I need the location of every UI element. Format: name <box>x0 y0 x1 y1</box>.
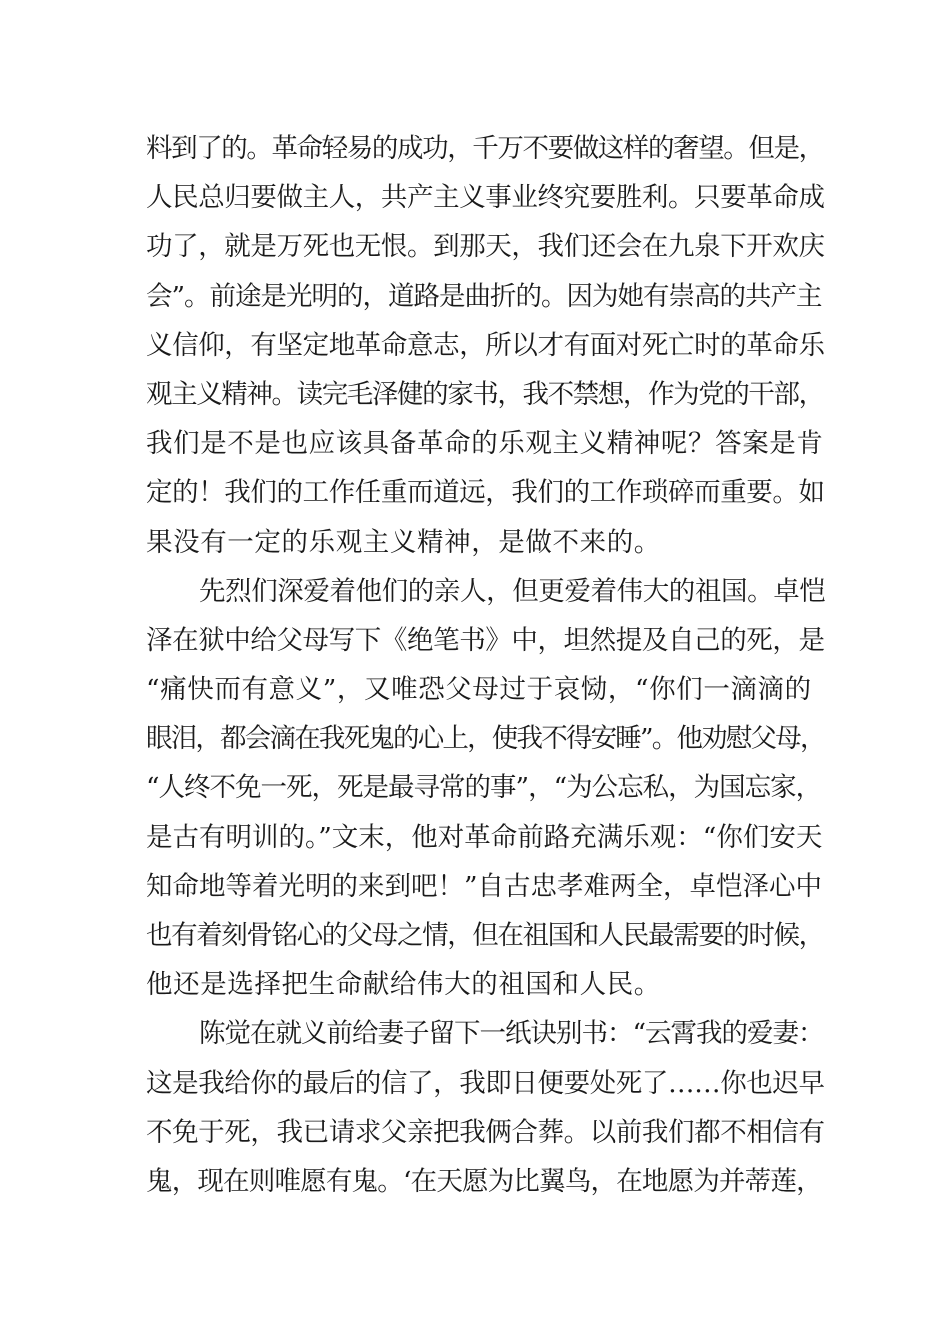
paragraph-3 <box>146 1009 826 1206</box>
paragraph-1 <box>146 124 826 567</box>
text-line: 眼泪，都会滴在我死鬼的心上，使我不得安睡”。他劝慰父母， <box>146 723 825 755</box>
text-line: 知命地等着光明的来到吧！”自古忠孝难两全，卓恺泽心中 <box>146 870 823 902</box>
text-line: 先烈们深爱着他们的亲人，但更爱着伟大的祖国。卓恺 <box>199 575 826 607</box>
text-line: “人终不免一死，死是最寻常的事”，“为公忘私，为国忘家， <box>146 772 822 804</box>
text-line: 料到了的。革命轻易的成功，千万不要做这样的奢望。但是， <box>146 133 824 164</box>
text-line: 功了，就是万死也无恨。到那天，我们还会在九泉下开欢庆 <box>146 231 825 263</box>
text-line: 果没有一定的乐观主义精神，是做不来的。 <box>146 526 661 558</box>
text-line: 是古有明训的。”文末，他对革命前路充满乐观：“你们安天 <box>146 821 823 853</box>
text-line: 鬼，现在则唯愿有鬼。‘在天愿为比翼鸟，在地愿为并蒂莲， <box>146 1165 822 1197</box>
text-line: 这是我给你的最后的信了，我即日便要处死了……你也迟早 <box>146 1067 825 1099</box>
text-line: 不免于死，我已请求父亲把我俩合葬。以前我们都不相信有 <box>146 1116 825 1148</box>
paragraph-2 <box>146 567 826 1010</box>
text-line: 会”。前途是光明的，道路是曲折的。因为她有崇高的共产主 <box>146 280 822 312</box>
text-line: 他还是选择把生命献给伟大的祖国和人民。 <box>146 969 661 1001</box>
text-line: 泽在狱中给父母写下《绝笔书》中，坦然提及自己的死，是 <box>146 624 825 656</box>
text-line: 义信仰，有坚定地革命意志，所以才有面对死亡时的革命乐 <box>146 329 825 361</box>
text-line: 我们是不是也应该具备革命的乐观主义精神呢？答案是肯 <box>146 428 824 460</box>
text-line: 人民总归要做主人，共产主义事业终究要胜利。只要革命成 <box>146 182 825 214</box>
text-line: 也有着刻骨铭心的父母之情，但在祖国和人民最需要的时候， <box>146 920 824 951</box>
text-line: 陈觉在就义前给妻子留下一纸诀别书：“云霄我的爱妻： <box>199 1018 824 1050</box>
text-line: 观主义精神。读完毛泽健的家书，我不禁想，作为党的干部， <box>146 378 824 410</box>
body-text <box>146 124 826 1206</box>
text-line: “痛快而有意义”，又唯恐父母过于哀恸，“你们一滴滴的 <box>146 674 812 706</box>
text-line: 定的！我们的工作任重而道远，我们的工作琐碎而重要。如 <box>146 477 825 509</box>
